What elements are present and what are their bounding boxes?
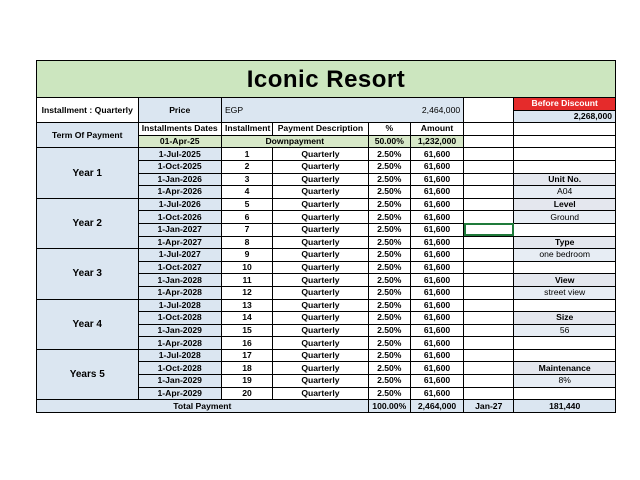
empty-cell[interactable] xyxy=(464,299,514,312)
empty-cell[interactable] xyxy=(464,198,514,211)
empty-cell[interactable] xyxy=(514,337,616,350)
col-header-percent[interactable]: % xyxy=(368,123,410,136)
empty-cell[interactable] xyxy=(464,236,514,249)
year-label-cell[interactable]: Year 1 xyxy=(37,148,139,198)
installment-number-cell[interactable]: 1 xyxy=(221,148,272,161)
installment-date-cell[interactable]: 1-Jan-2029 xyxy=(138,324,221,337)
installment-percent-cell[interactable]: 2.50% xyxy=(368,299,410,312)
total-percent-cell[interactable]: 100.00% xyxy=(368,400,410,413)
installment-date-cell[interactable]: 1-Jan-2026 xyxy=(138,173,221,186)
installment-date-cell[interactable]: 1-Oct-2026 xyxy=(138,211,221,224)
installment-date-cell[interactable]: 1-Jan-2027 xyxy=(138,223,221,236)
installment-date-cell[interactable]: 1-Jul-2026 xyxy=(138,198,221,211)
installment-amount-cell[interactable]: 61,600 xyxy=(410,349,463,362)
empty-cell[interactable] xyxy=(464,375,514,388)
installment-amount-cell[interactable]: 61,600 xyxy=(410,160,463,173)
empty-cell[interactable] xyxy=(464,148,514,161)
installment-percent-cell[interactable]: 2.50% xyxy=(368,375,410,388)
empty-cell[interactable] xyxy=(464,249,514,262)
installment-description-cell[interactable]: Quarterly xyxy=(273,186,368,199)
installment-number-cell[interactable]: 9 xyxy=(221,249,272,262)
installment-number-cell[interactable]: 11 xyxy=(221,274,272,287)
installment-amount-cell[interactable]: 61,600 xyxy=(410,375,463,388)
empty-cell[interactable] xyxy=(464,312,514,325)
empty-cell[interactable] xyxy=(464,173,514,186)
total-date-cell[interactable]: Jan-27 xyxy=(464,400,514,413)
selected-cell[interactable] xyxy=(464,223,514,236)
installment-number-cell[interactable]: 16 xyxy=(221,337,272,350)
installment-description-cell[interactable]: Quarterly xyxy=(273,148,368,161)
installment-date-cell[interactable]: 1-Apr-2027 xyxy=(138,236,221,249)
installment-number-cell[interactable]: 2 xyxy=(221,160,272,173)
year-label-cell[interactable]: Year 4 xyxy=(37,299,139,349)
col-header-amount[interactable]: Amount xyxy=(410,123,463,136)
maintenance-total-cell[interactable]: 181,440 xyxy=(514,400,616,413)
empty-cell[interactable] xyxy=(464,261,514,274)
empty-cell[interactable] xyxy=(464,387,514,400)
unit-info-value-cell[interactable]: 8% xyxy=(514,375,616,388)
empty-cell[interactable] xyxy=(464,337,514,350)
installment-description-cell[interactable]: Quarterly xyxy=(273,324,368,337)
installment-date-cell[interactable]: 1-Jan-2028 xyxy=(138,274,221,287)
installment-number-cell[interactable]: 13 xyxy=(221,299,272,312)
unit-info-label-cell[interactable]: Maintenance xyxy=(514,362,616,375)
installment-description-cell[interactable]: Quarterly xyxy=(273,198,368,211)
price-value: 2,464,000 xyxy=(421,104,461,115)
empty-cell[interactable] xyxy=(514,148,616,161)
downpayment-amount-cell[interactable]: 1,232,000 xyxy=(410,135,463,148)
total-payment-label-cell[interactable]: Total Payment xyxy=(37,400,369,413)
year-label-cell[interactable]: Year 2 xyxy=(37,198,139,248)
installment-amount-cell[interactable]: 61,600 xyxy=(410,211,463,224)
empty-cell[interactable] xyxy=(464,349,514,362)
empty-cell[interactable] xyxy=(464,160,514,173)
installment-percent-cell[interactable]: 2.50% xyxy=(368,249,410,262)
empty-cell[interactable] xyxy=(464,186,514,199)
installment-description-cell[interactable]: Quarterly xyxy=(273,173,368,186)
empty-cell[interactable] xyxy=(464,98,514,123)
installment-date-cell[interactable]: 1-Apr-2028 xyxy=(138,337,221,350)
empty-cell[interactable] xyxy=(514,223,616,236)
empty-cell[interactable] xyxy=(464,324,514,337)
unit-info-value-cell[interactable]: street view xyxy=(514,286,616,299)
installment-description-cell[interactable]: Quarterly xyxy=(273,160,368,173)
installment-date-cell[interactable]: 1-Apr-2028 xyxy=(138,286,221,299)
installment-date-cell[interactable]: 1-Oct-2027 xyxy=(138,261,221,274)
unit-info-label-cell[interactable]: View xyxy=(514,274,616,287)
installment-percent-cell[interactable]: 2.50% xyxy=(368,173,410,186)
installment-amount-cell[interactable]: 61,600 xyxy=(410,173,463,186)
installment-amount-cell[interactable]: 61,600 xyxy=(410,387,463,400)
installment-amount-cell[interactable]: 61,600 xyxy=(410,261,463,274)
installment-number-cell[interactable]: 5 xyxy=(221,198,272,211)
installment-date-cell[interactable]: 1-Apr-2026 xyxy=(138,186,221,199)
installment-description-cell[interactable]: Quarterly xyxy=(273,337,368,350)
price-cell[interactable] xyxy=(221,98,463,123)
empty-cell[interactable] xyxy=(464,286,514,299)
installment-description-cell[interactable]: Quarterly xyxy=(273,261,368,274)
installment-description-cell[interactable]: Quarterly xyxy=(273,286,368,299)
installment-description-cell[interactable]: Quarterly xyxy=(273,387,368,400)
installment-description-cell[interactable]: Quarterly xyxy=(273,375,368,388)
installment-amount-cell[interactable]: 61,600 xyxy=(410,286,463,299)
installment-date-cell[interactable]: 1-Jul-2028 xyxy=(138,299,221,312)
installment-percent-cell[interactable]: 2.50% xyxy=(368,186,410,199)
installment-amount-cell[interactable]: 61,600 xyxy=(410,299,463,312)
before-discount-label-cell[interactable]: Before Discount xyxy=(514,98,616,111)
installment-date-cell[interactable]: 1-Jan-2029 xyxy=(138,375,221,388)
installment-percent-cell[interactable]: 2.50% xyxy=(368,236,410,249)
empty-cell[interactable] xyxy=(514,387,616,400)
installment-amount-cell[interactable]: 61,600 xyxy=(410,198,463,211)
installment-description-cell[interactable]: Quarterly xyxy=(273,349,368,362)
empty-cell[interactable] xyxy=(514,160,616,173)
installment-description-cell[interactable]: Quarterly xyxy=(273,274,368,287)
empty-cell[interactable] xyxy=(514,123,616,136)
installment-date-cell[interactable]: 1-Apr-2029 xyxy=(138,387,221,400)
installment-number-cell[interactable]: 7 xyxy=(221,223,272,236)
installment-percent-cell[interactable]: 2.50% xyxy=(368,211,410,224)
sheet-title[interactable]: Iconic Resort xyxy=(37,61,616,98)
installment-description-cell[interactable]: Quarterly xyxy=(273,312,368,325)
installment-percent-cell[interactable]: 2.50% xyxy=(368,387,410,400)
installment-date-cell[interactable]: 1-Oct-2028 xyxy=(138,312,221,325)
installment-description-cell[interactable]: Quarterly xyxy=(273,362,368,375)
installment-description-cell[interactable]: Quarterly xyxy=(273,249,368,262)
empty-cell[interactable] xyxy=(514,135,616,148)
installment-number-cell[interactable]: 14 xyxy=(221,312,272,325)
payment-plan-table xyxy=(36,60,616,413)
unit-info-value-cell[interactable]: one bedroom xyxy=(514,249,616,262)
installment-amount-cell[interactable]: 61,600 xyxy=(410,274,463,287)
installment-date-cell[interactable]: 1-Jul-2025 xyxy=(138,148,221,161)
empty-cell[interactable] xyxy=(514,299,616,312)
installment-amount-cell[interactable]: 61,600 xyxy=(410,223,463,236)
installment-number-cell[interactable]: 4 xyxy=(221,186,272,199)
installment-amount-cell[interactable]: 61,600 xyxy=(410,249,463,262)
price-label-cell[interactable]: Price xyxy=(138,98,221,123)
installment-percent-cell[interactable]: 2.50% xyxy=(368,223,410,236)
installment-amount-cell[interactable]: 61,600 xyxy=(410,148,463,161)
installment-number-cell[interactable]: 10 xyxy=(221,261,272,274)
unit-info-label-cell[interactable]: Unit No. xyxy=(514,173,616,186)
total-amount-cell[interactable]: 2,464,000 xyxy=(410,400,463,413)
installment-amount-cell[interactable]: 61,600 xyxy=(410,236,463,249)
installment-amount-cell[interactable]: 61,600 xyxy=(410,324,463,337)
unit-info-label-cell[interactable]: Level xyxy=(514,198,616,211)
installment-number-cell[interactable]: 3 xyxy=(221,173,272,186)
installment-percent-cell[interactable]: 2.50% xyxy=(368,349,410,362)
installment-number-cell[interactable]: 6 xyxy=(221,211,272,224)
before-discount-value-cell[interactable]: 2,268,000 xyxy=(514,110,616,123)
empty-cell[interactable] xyxy=(464,274,514,287)
installment-amount-cell[interactable]: 61,600 xyxy=(410,337,463,350)
installment-percent-cell[interactable]: 2.50% xyxy=(368,312,410,325)
installment-percent-cell[interactable]: 2.50% xyxy=(368,148,410,161)
empty-cell[interactable] xyxy=(464,135,514,148)
col-header-dates[interactable]: Installments Dates xyxy=(138,123,221,136)
installment-amount-cell[interactable]: 61,600 xyxy=(410,186,463,199)
empty-cell[interactable] xyxy=(514,261,616,274)
installment-description-cell[interactable]: Quarterly xyxy=(273,223,368,236)
installment-description-cell[interactable]: Quarterly xyxy=(273,211,368,224)
installment-number-cell[interactable]: 18 xyxy=(221,362,272,375)
unit-info-label-cell[interactable]: Size xyxy=(514,312,616,325)
empty-cell[interactable] xyxy=(464,211,514,224)
col-header-installment[interactable]: Installment xyxy=(221,123,272,136)
currency-label: EGP xyxy=(224,104,244,115)
installment-date-cell[interactable]: 1-Jul-2028 xyxy=(138,349,221,362)
year-label-cell[interactable]: Year 3 xyxy=(37,249,139,299)
installment-amount-cell[interactable]: 61,600 xyxy=(410,312,463,325)
installment-number-cell[interactable]: 17 xyxy=(221,349,272,362)
installment-percent-cell[interactable]: 2.50% xyxy=(368,324,410,337)
installment-percent-cell[interactable]: 2.50% xyxy=(368,198,410,211)
unit-info-value-cell[interactable]: 56 xyxy=(514,324,616,337)
col-header-description[interactable]: Payment Description xyxy=(273,123,368,136)
installment-number-cell[interactable]: 19 xyxy=(221,375,272,388)
installment-date-cell[interactable]: 1-Oct-2028 xyxy=(138,362,221,375)
year-label-cell[interactable]: Years 5 xyxy=(37,349,139,399)
spreadsheet xyxy=(36,60,616,413)
installment-description-cell[interactable]: Quarterly xyxy=(273,299,368,312)
empty-cell[interactable] xyxy=(464,123,514,136)
unit-info-value-cell[interactable]: A04 xyxy=(514,186,616,199)
empty-cell[interactable] xyxy=(514,349,616,362)
installment-percent-cell[interactable]: 2.50% xyxy=(368,261,410,274)
installment-percent-cell[interactable]: 2.50% xyxy=(368,362,410,375)
installment-type-cell[interactable]: Installment : Quarterly xyxy=(37,98,139,123)
installment-number-cell[interactable]: 12 xyxy=(221,286,272,299)
downpayment-date-cell[interactable]: 01-Apr-25 xyxy=(138,135,221,148)
unit-info-label-cell[interactable]: Type xyxy=(514,236,616,249)
installment-percent-cell[interactable]: 2.50% xyxy=(368,274,410,287)
downpayment-label-cell[interactable]: Downpayment xyxy=(221,135,368,148)
installment-date-cell[interactable]: 1-Oct-2025 xyxy=(138,160,221,173)
installment-number-cell[interactable]: 20 xyxy=(221,387,272,400)
installment-number-cell[interactable]: 8 xyxy=(221,236,272,249)
installment-number-cell[interactable]: 15 xyxy=(221,324,272,337)
empty-cell[interactable] xyxy=(464,362,514,375)
term-of-payment-header[interactable]: Term Of Payment xyxy=(37,123,139,148)
unit-info-value-cell[interactable]: Ground xyxy=(514,211,616,224)
installment-percent-cell[interactable]: 2.50% xyxy=(368,286,410,299)
installment-description-cell[interactable]: Quarterly xyxy=(273,236,368,249)
installment-amount-cell[interactable]: 61,600 xyxy=(410,362,463,375)
downpayment-percent-cell[interactable]: 50.00% xyxy=(368,135,410,148)
installment-date-cell[interactable]: 1-Jul-2027 xyxy=(138,249,221,262)
installment-percent-cell[interactable]: 2.50% xyxy=(368,337,410,350)
installment-percent-cell[interactable]: 2.50% xyxy=(368,160,410,173)
